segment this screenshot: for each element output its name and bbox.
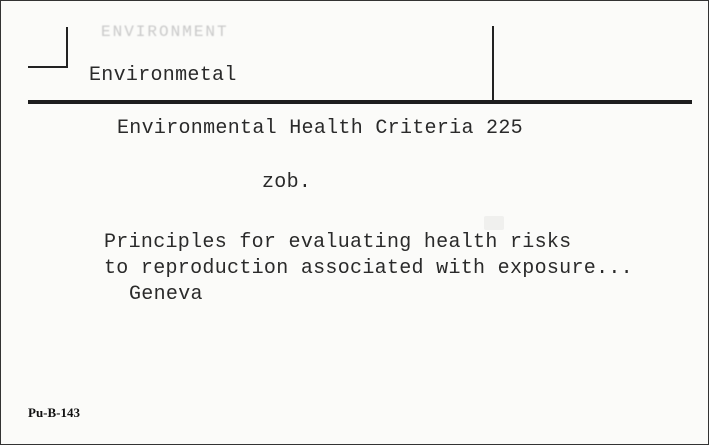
header-rule: [28, 100, 692, 104]
author-entry: zob.: [262, 171, 312, 194]
header-divider: [492, 26, 494, 101]
call-number: Pu-B-143: [28, 405, 80, 420]
publication-place: Geneva: [129, 283, 203, 306]
series-title: Environmental Health Criteria 225: [117, 117, 523, 140]
title-line-1: Principles for evaluating health risks: [104, 231, 572, 254]
faint-heading: ENVIRONMENT: [101, 23, 229, 41]
corner-mark-horizontal: [28, 66, 68, 68]
title-line-2: to reproduction associated with exposure...: [104, 257, 633, 280]
subject-heading: Environmetal: [89, 64, 237, 87]
corner-mark-vertical: [66, 27, 68, 67]
paper-mark: [484, 216, 504, 230]
